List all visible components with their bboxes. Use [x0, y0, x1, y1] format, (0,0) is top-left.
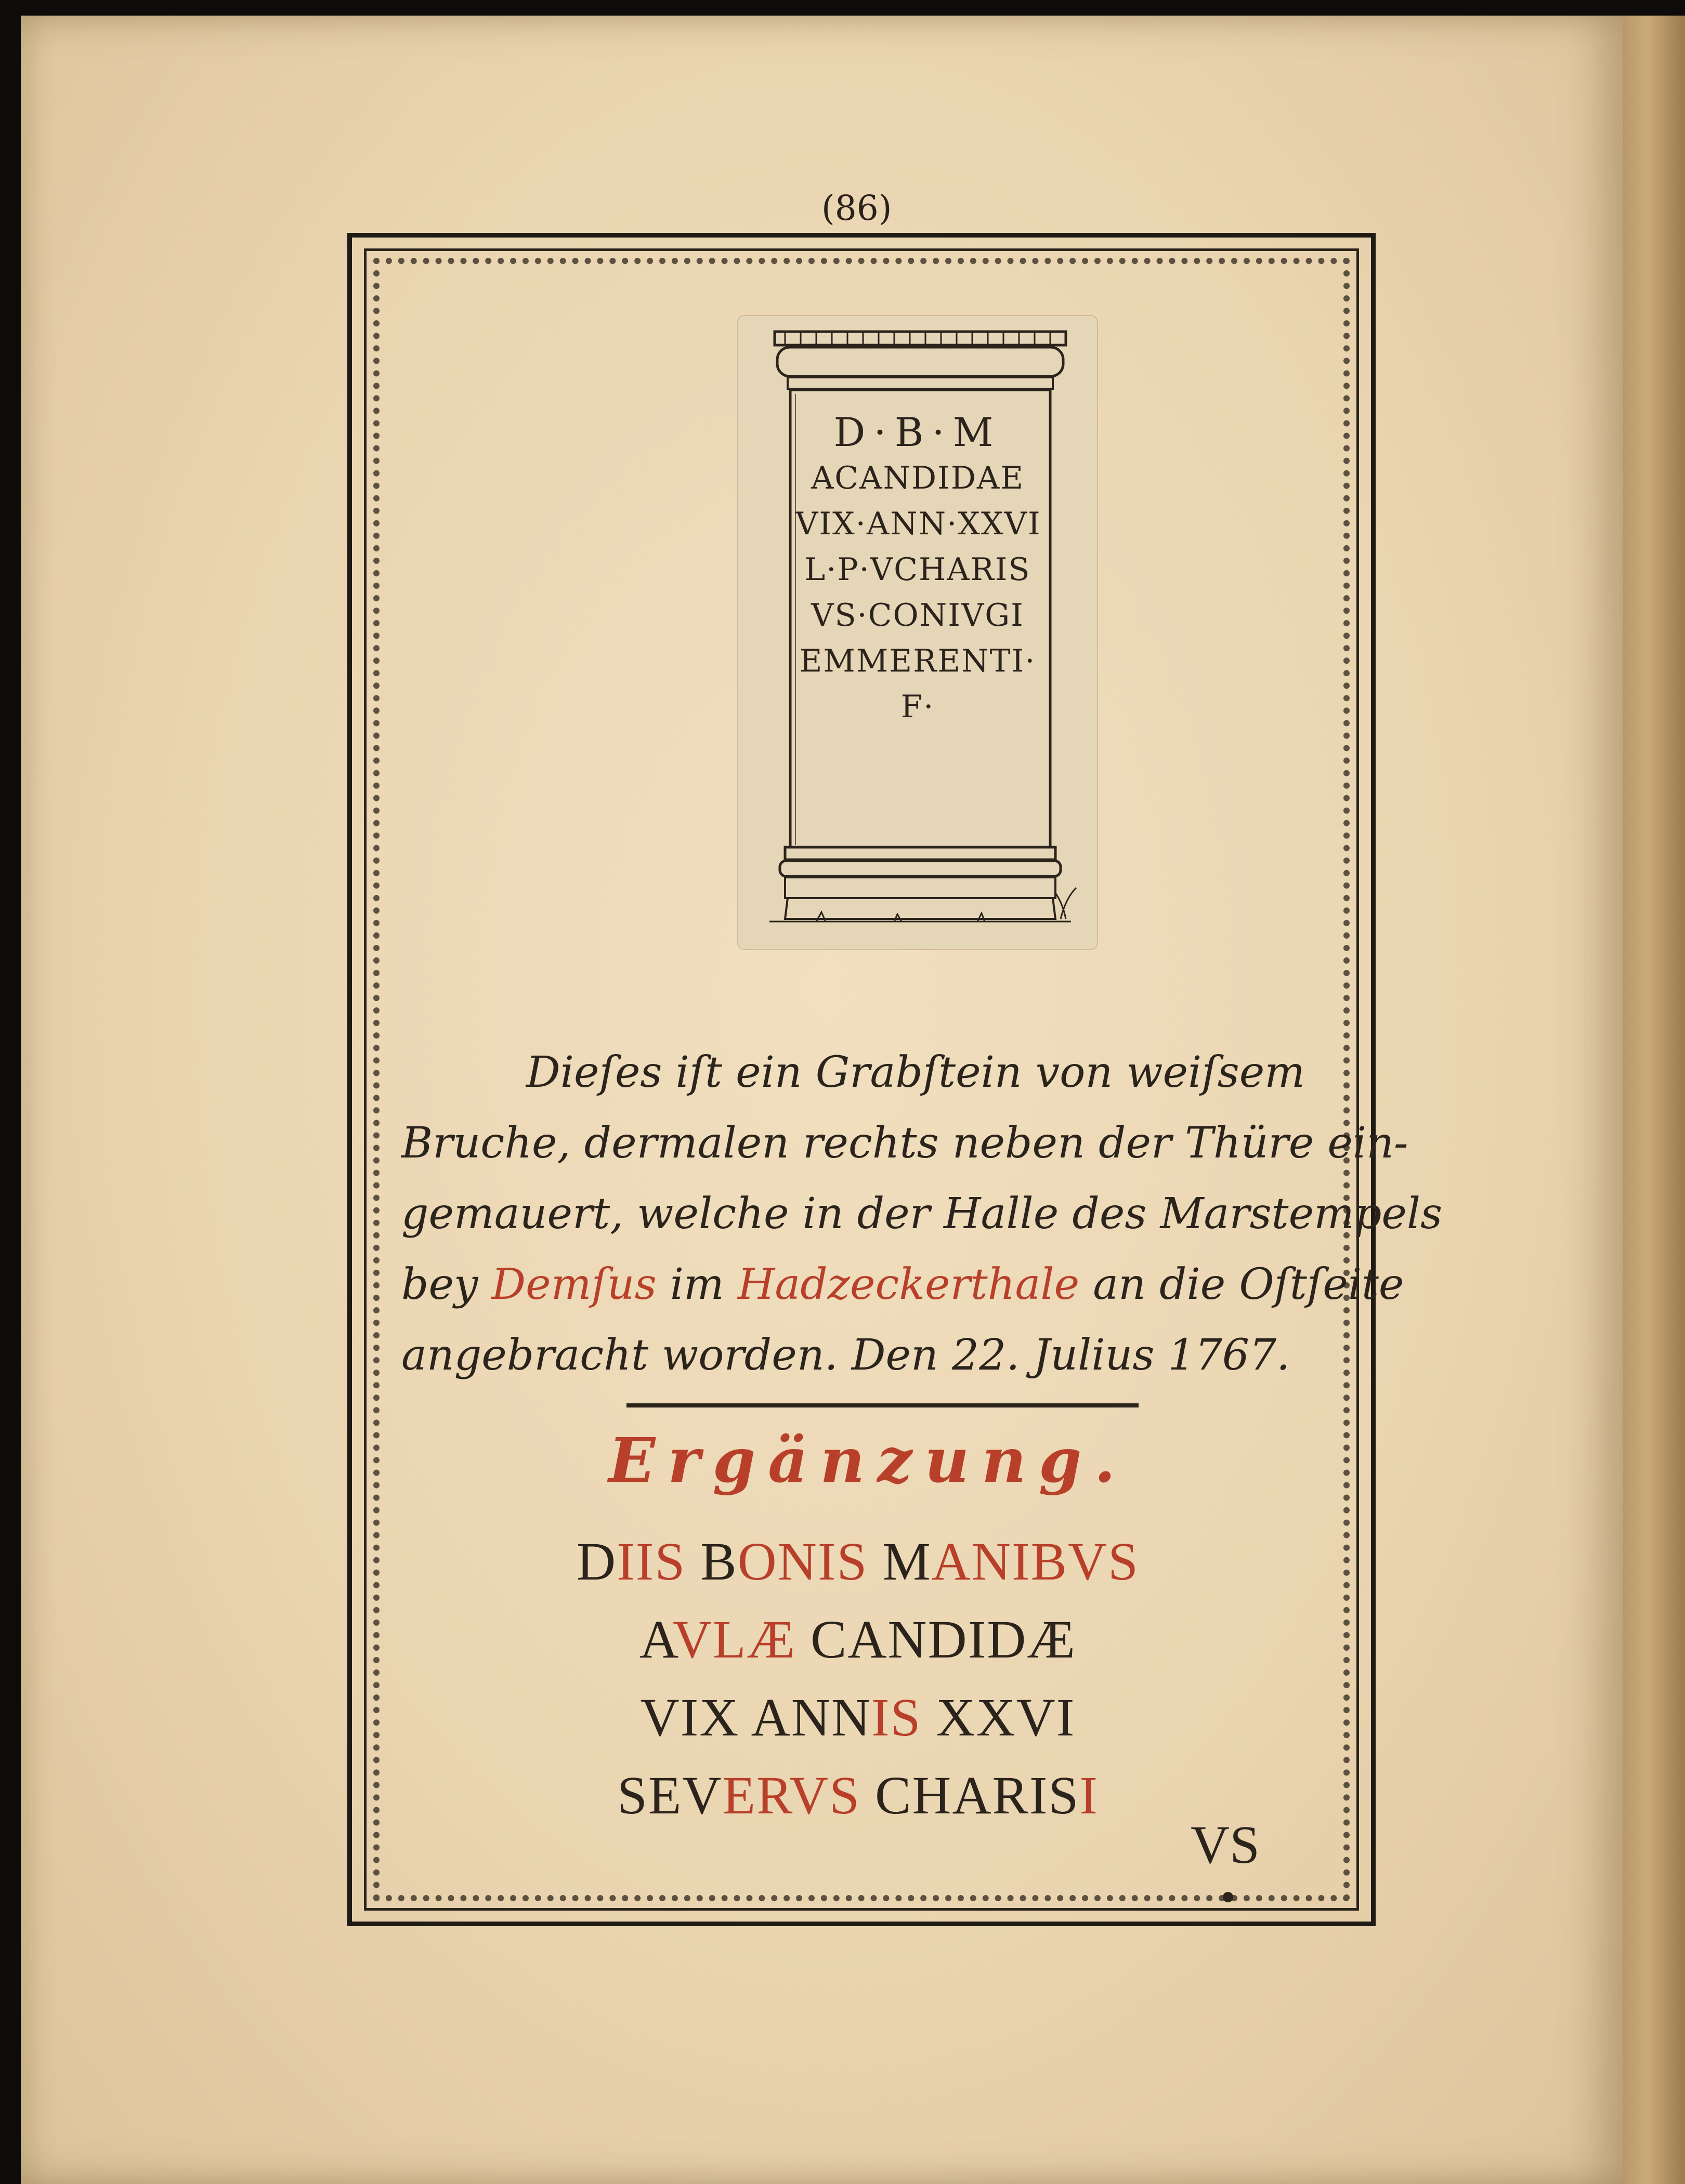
latin-supplied-letters: IS — [871, 1688, 922, 1747]
latin-line-continuation: VS — [1191, 1815, 1260, 1875]
latin-original-letters: B — [686, 1532, 738, 1591]
page-edge — [1623, 16, 1685, 2184]
description-line: Dieſes iſt ein Grabſtein von weiſsem — [526, 1048, 1305, 1097]
latin-original-letters: VIX ANN — [640, 1688, 871, 1747]
inscription-line: VIX·ANN·XXVI — [795, 506, 1041, 542]
section-divider — [626, 1403, 1139, 1407]
latin-supplied-letters: VLÆ — [672, 1610, 796, 1669]
latin-reconstruction — [416, 1523, 1300, 1835]
ornament-dot — [1223, 1892, 1233, 1902]
text-run: an die Oſtſeite — [1079, 1260, 1404, 1309]
latin-original-letters: SEV — [617, 1766, 723, 1825]
inscription-line: VS·CONIVGI — [811, 597, 1024, 634]
latin-line — [416, 1757, 1300, 1835]
inscription-line: L·P·VCHARIS — [804, 551, 1031, 588]
latin-original-letters: CHARIS — [860, 1766, 1080, 1825]
latin-original-letters: D — [577, 1532, 617, 1591]
text-run: bey — [401, 1260, 492, 1309]
inscription-line: ACANDIDAE — [811, 460, 1025, 496]
gravestone-engraving — [738, 316, 1097, 949]
description-line — [401, 1249, 1404, 1320]
latin-supplied-letters: ERVS — [722, 1766, 860, 1825]
latin-original-letters: A — [639, 1610, 673, 1669]
latin-line — [416, 1601, 1300, 1679]
latin-line — [416, 1523, 1300, 1601]
latin-line — [416, 1679, 1300, 1757]
latin-original-letters: M — [868, 1532, 932, 1591]
latin-supplied-letters: IIS — [617, 1532, 686, 1591]
latin-original-letters: CANDIDÆ — [795, 1610, 1076, 1669]
supplement-heading: Ergänzung. — [608, 1424, 1128, 1496]
description-line: gemauert, welche in der Halle des Marstempels — [401, 1189, 1443, 1239]
latin-original-letters: XXVI — [921, 1688, 1076, 1747]
latin-supplied-letters: I — [1079, 1766, 1099, 1825]
description-line: angebracht worden. Den 22. Julius 1767. — [401, 1331, 1290, 1380]
latin-supplied-letters: ONIS — [737, 1532, 868, 1591]
place-name-hadzeckerthale: Hadzeckerthale — [737, 1260, 1080, 1309]
gravestone-inscription — [795, 410, 1040, 730]
inscription-line: EMMERENTI· — [799, 643, 1036, 679]
latin-supplied-letters: ANIBVS — [931, 1532, 1139, 1591]
place-name-demsus: Demſus — [491, 1260, 657, 1309]
text-run: im — [656, 1260, 738, 1309]
inscription-line: F· — [900, 689, 935, 725]
page-number: (86) — [821, 188, 892, 228]
description-paragraph — [401, 1037, 1443, 1391]
inscription-line: D·B·M — [833, 409, 1002, 455]
description-line: Bruche, dermalen rechts neben der Thüre ein- — [401, 1119, 1408, 1168]
